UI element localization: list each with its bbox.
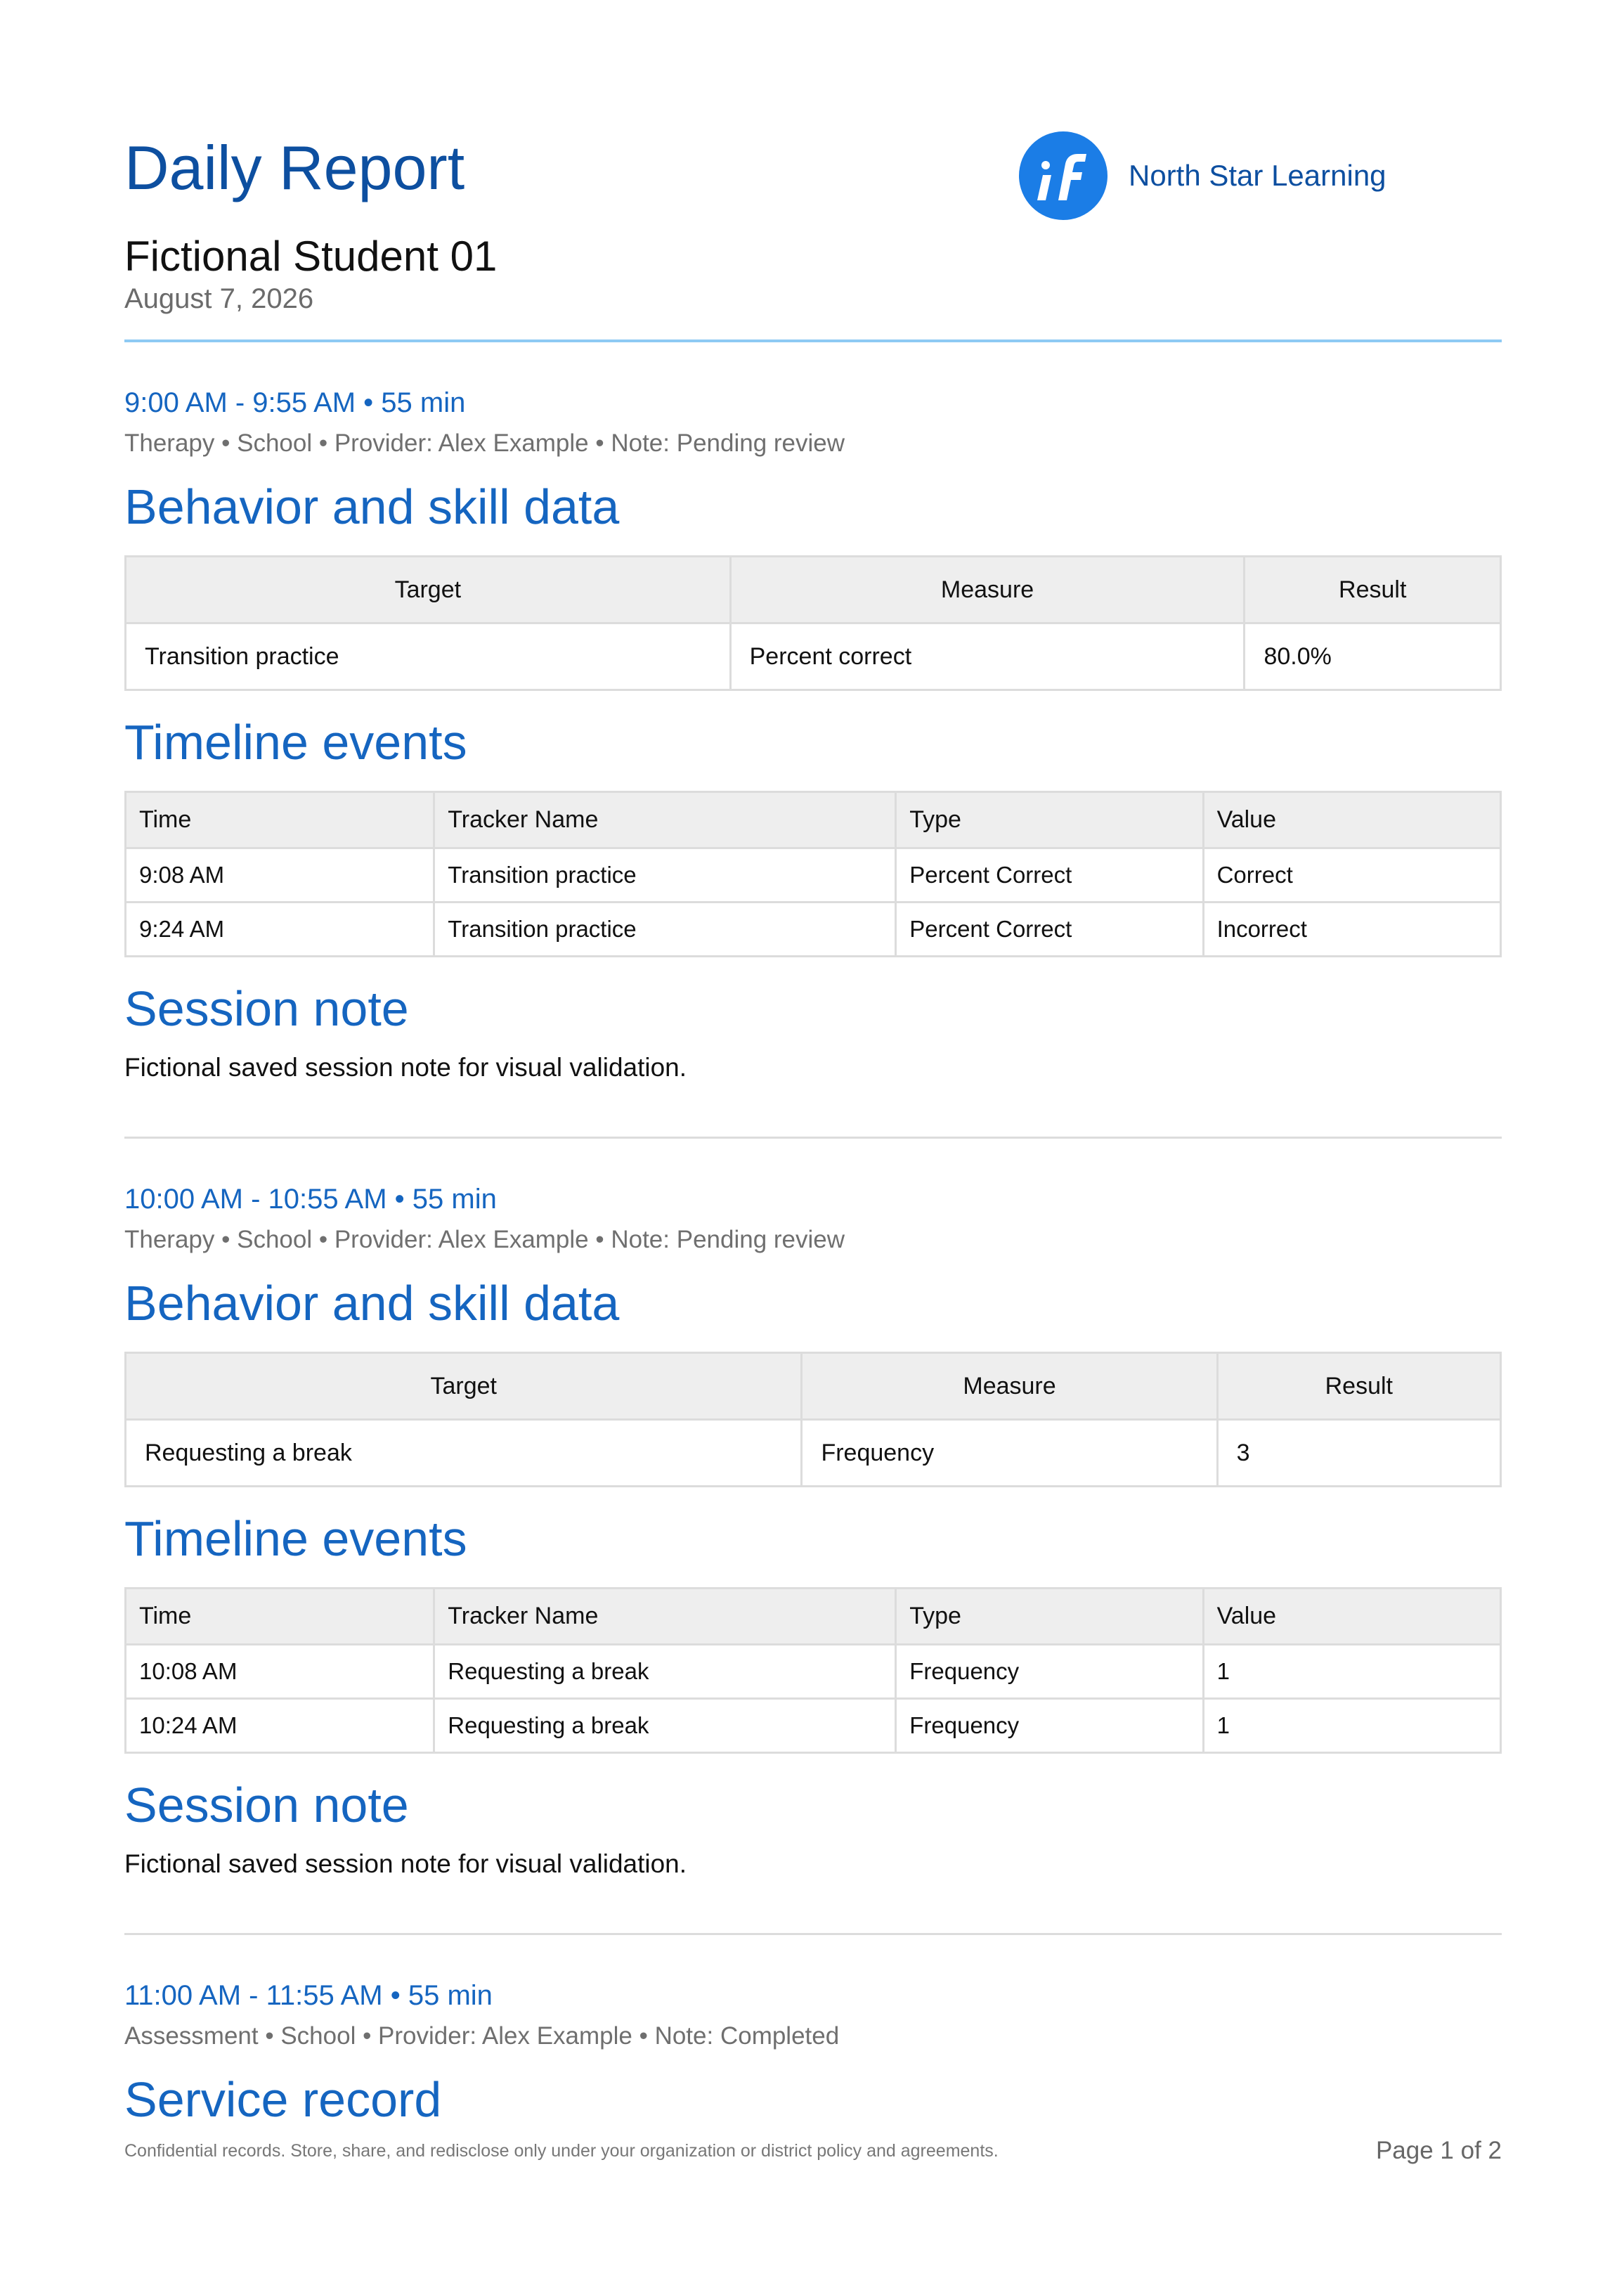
column-header: Measure bbox=[730, 557, 1245, 623]
header-divider bbox=[124, 339, 1502, 342]
report-date: August 7, 2026 bbox=[124, 283, 314, 314]
section-heading-skill: Behavior and skill data bbox=[124, 479, 620, 534]
table-cell: 10:24 AM bbox=[126, 1699, 434, 1753]
table-cell: 80.0% bbox=[1245, 623, 1501, 690]
session-note: Fictional saved session note for visual validation. bbox=[124, 1849, 687, 1878]
column-header: Target bbox=[126, 557, 731, 623]
session-time: 9:00 AM - 9:55 AM • 55 min bbox=[124, 387, 466, 418]
table-cell: Percent Correct bbox=[896, 903, 1203, 957]
table-cell: Incorrect bbox=[1203, 903, 1500, 957]
table-cell: Percent correct bbox=[730, 623, 1245, 690]
column-header: Tracker Name bbox=[434, 1589, 896, 1645]
student-name: Fictional Student 01 bbox=[124, 233, 498, 280]
section-heading-note: Session note bbox=[124, 1778, 409, 1832]
brand-logo-icon bbox=[1019, 131, 1107, 220]
skill-table bbox=[124, 1352, 1502, 1487]
column-header: Type bbox=[896, 1589, 1203, 1645]
table-cell: 9:08 AM bbox=[126, 848, 434, 903]
section-heading-timeline: Timeline events bbox=[124, 1511, 467, 1566]
section-heading-service: Service record bbox=[124, 2072, 442, 2127]
section-heading-note: Session note bbox=[124, 981, 409, 1036]
column-header: Value bbox=[1203, 792, 1500, 848]
brand-logo-glyph bbox=[1032, 144, 1095, 207]
brand bbox=[1019, 131, 1386, 220]
report-page bbox=[124, 0, 1502, 2127]
page-number: Page 1 of 2 bbox=[1375, 2137, 1502, 2164]
table-header-row bbox=[126, 1589, 1501, 1645]
session-1 bbox=[124, 389, 1502, 1139]
table-cell: Requesting a break bbox=[434, 1645, 896, 1699]
table-row bbox=[126, 623, 1501, 690]
section-heading-timeline: Timeline events bbox=[124, 715, 467, 770]
table-cell: Frequency bbox=[802, 1420, 1217, 1487]
column-header: Value bbox=[1203, 1589, 1500, 1645]
table-cell: Transition practice bbox=[434, 848, 896, 903]
footer-disclaimer: Confidential records. Store, share, and redisclose only under your organization or district policy and agreements. bbox=[124, 2141, 999, 2161]
session-divider bbox=[124, 1137, 1502, 1139]
session-2 bbox=[124, 1185, 1502, 1935]
report-header bbox=[124, 0, 1502, 342]
session-meta: Therapy • School • Provider: Alex Example • Note: Pending review bbox=[124, 1226, 845, 1253]
column-header: Measure bbox=[802, 1353, 1217, 1420]
session-divider bbox=[124, 1933, 1502, 1935]
column-header: Target bbox=[126, 1353, 802, 1420]
timeline-table bbox=[124, 791, 1502, 957]
table-cell: Frequency bbox=[896, 1645, 1203, 1699]
table-cell: 10:08 AM bbox=[126, 1645, 434, 1699]
timeline-table bbox=[124, 1587, 1502, 1754]
table-cell: Correct bbox=[1203, 848, 1500, 903]
table-row bbox=[126, 848, 1501, 903]
table-cell: Requesting a break bbox=[126, 1420, 802, 1487]
table-cell: 3 bbox=[1217, 1420, 1500, 1487]
column-header: Type bbox=[896, 792, 1203, 848]
session-time: 11:00 AM - 11:55 AM • 55 min bbox=[124, 1980, 493, 2011]
table-row bbox=[126, 903, 1501, 957]
session-3 bbox=[124, 1980, 1502, 2127]
session-time: 10:00 AM - 10:55 AM • 55 min bbox=[124, 1184, 497, 1215]
table-header-row bbox=[126, 792, 1501, 848]
column-header: Time bbox=[126, 1589, 434, 1645]
table-cell: 1 bbox=[1203, 1699, 1500, 1753]
session-meta: Therapy • School • Provider: Alex Example • Note: Pending review bbox=[124, 429, 845, 457]
table-header-row bbox=[126, 1353, 1501, 1420]
table-cell: Frequency bbox=[896, 1699, 1203, 1753]
session-note: Fictional saved session note for visual validation. bbox=[124, 1053, 687, 1082]
column-header: Time bbox=[126, 792, 434, 848]
brand-name: North Star Learning bbox=[1129, 159, 1386, 192]
table-cell: 9:24 AM bbox=[126, 903, 434, 957]
skill-table bbox=[124, 555, 1502, 691]
column-header: Tracker Name bbox=[434, 792, 896, 848]
table-row bbox=[126, 1699, 1501, 1753]
table-row bbox=[126, 1645, 1501, 1699]
table-cell: Transition practice bbox=[126, 623, 731, 690]
column-header: Result bbox=[1217, 1353, 1500, 1420]
table-cell: Transition practice bbox=[434, 903, 896, 957]
table-cell: Percent Correct bbox=[896, 848, 1203, 903]
table-cell: 1 bbox=[1203, 1645, 1500, 1699]
report-title: Daily Report bbox=[124, 133, 465, 202]
column-header: Result bbox=[1245, 557, 1501, 623]
table-cell: Requesting a break bbox=[434, 1699, 896, 1753]
table-header-row bbox=[126, 557, 1501, 623]
table-row bbox=[126, 1420, 1501, 1487]
section-heading-skill: Behavior and skill data bbox=[124, 1276, 620, 1331]
session-meta: Assessment • School • Provider: Alex Example • Note: Completed bbox=[124, 2022, 840, 2050]
page-footer bbox=[124, 2137, 1502, 2165]
